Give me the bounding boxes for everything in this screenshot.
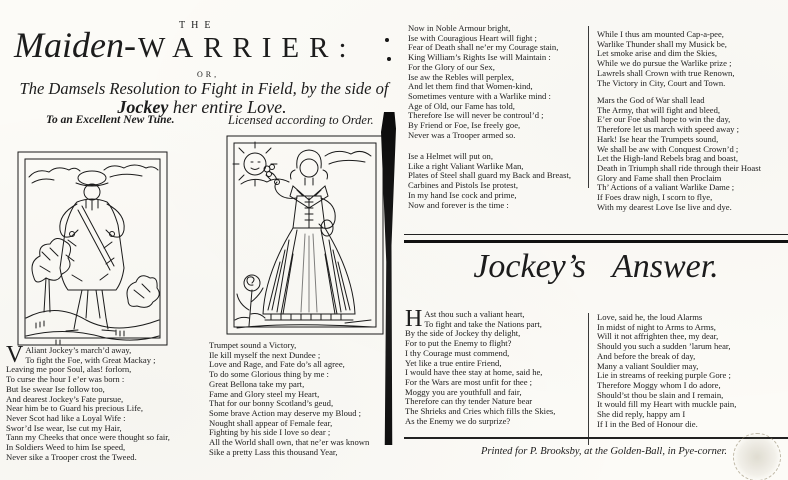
verse-line: We shall be aw with Conquest Crown’d ; (597, 143, 739, 154)
footer-rule (404, 437, 788, 439)
verse-column-answer-1 (405, 306, 586, 426)
verse-line: Therefore Moggy whom I do adore, (597, 379, 721, 390)
verse-line: To curse the hour I e’er was born : (6, 374, 125, 385)
verse-line: And dearest Jockey’s Fate pursue, (6, 393, 124, 404)
verse-line: Ise with Couragious Heart will fight ; (408, 32, 537, 43)
verse-line: Th’ Actions of a valiant Warlike Dame ; (597, 182, 735, 193)
verse-line: Should’st thou be slain and I remain, (597, 389, 724, 400)
verse-column-maiden-3-stanza1 (408, 24, 586, 140)
verse-line: And let them find that Women-kind, (408, 81, 533, 92)
verse-line: Fame and Glory steel my Heart, (209, 388, 320, 399)
verse-line: Many a valiant Souldier may, (597, 360, 699, 371)
verse-line: Fear of Death shall ne’er my Courage stain, (408, 42, 559, 53)
dropcap-h: H (405, 306, 423, 332)
verse-line: To do some Glorious thing by me : (209, 369, 329, 380)
verse-line: Mars the God of War shall lead (597, 95, 705, 105)
answer-heading (404, 248, 788, 286)
verse-column-maiden-2 (209, 341, 399, 457)
subtitle-line1: The Damsels Resolution to Fight in Field, by the side of (19, 79, 389, 98)
verse-line: Ise a Helmet will put on, (408, 151, 493, 161)
verse-line: Therefore let us march with speed away ; (597, 124, 739, 135)
verse-line: In midst of night to Arms to Arms, (597, 321, 716, 332)
woodcut-woman (225, 134, 385, 336)
verse-line: While I thus am mounted Cap-a-pee, (597, 29, 724, 39)
verse-line: Tann my Cheeks that once were thought so fair, (6, 432, 170, 443)
verse-column-answer-2 (597, 313, 785, 429)
verse-line: Swor’d Ise wear, Ise cut my Hair, (6, 422, 122, 433)
subtitle-jockey: Jockey (117, 97, 169, 117)
verse-line: Fighting by his side I love so dear ; (209, 427, 331, 438)
verse-line: The Army, that will fight and bleed, (597, 104, 721, 115)
verse-line: Now and forever is the time : (408, 199, 509, 210)
verse-line: Never was a Trooper armed so. (408, 129, 516, 140)
verse-line: She did reply, happy am I (597, 409, 686, 420)
woodcut-man (16, 150, 169, 347)
verse-column-maiden-3-stanza2 (408, 152, 586, 210)
verse-line: By the side of Jockey thy delight, (405, 328, 521, 339)
ink-speck (387, 57, 391, 61)
verse-line: If Foes draw nigh, I scorn to flye, (597, 192, 713, 203)
verse-line: Let the High-land Rebels brag and boast, (597, 153, 739, 164)
verse-line: Great Bellona take my part, (209, 378, 305, 389)
ballad-title (14, 24, 357, 66)
verse-line: Age of Old, our Fame has told, (408, 100, 515, 111)
verse-line: That for our bonny Scotland’s geud, (209, 398, 334, 409)
verse-line: Now in Noble Armour bright, (408, 23, 511, 33)
verse-column-maiden-1 (6, 342, 206, 462)
verse-line: Death in Triumph shall ride through their Hoast (597, 162, 761, 173)
verse-line: Leaving me poor Soul, alas! forlorn, (6, 364, 132, 375)
title-warrier: WARRIER: (137, 32, 357, 64)
verse-line: For to put the Enemy to flight? (405, 338, 512, 349)
dropcap-v: V (6, 342, 24, 368)
verse-line: To fight the Foe, with Great Mackay ; (25, 354, 156, 365)
verse-line: Some brave Action may deserve my Bloud ; (209, 407, 362, 418)
verse-line: King William’s Rights Ise will Maintain : (408, 52, 551, 63)
verse-line: While we do pursue the Warlike prize ; (597, 58, 732, 69)
verse-line: Should you such a sudden ’larum hear, (597, 341, 731, 352)
verse-line: Ast thou such a valiant heart, (424, 309, 525, 319)
verse-line: Lie in streams of reeking purple Gore ; (597, 370, 731, 381)
license-note: Licensed according to Order. (228, 113, 374, 127)
verse-column-maiden-4-stanza2 (597, 96, 785, 212)
verse-line: I would have thee stay at home, said he, (405, 367, 543, 378)
verse-line: By Friend or Foe, Ise freely goe, (408, 120, 521, 131)
subtitle-rest: her entire Love. (168, 97, 287, 117)
verse-line: Let smoke arise and dim the Skies, (597, 48, 718, 59)
verse-line: Carbines and Pistols Ise protest, (408, 180, 519, 191)
verse-line: E’er our Foe shall hope to win the day, (597, 114, 731, 125)
verse-line: Like a right Valiant Warlike Man, (408, 160, 524, 171)
verse-line: Therefore can thy tender Nature bear (405, 396, 533, 407)
verse-line: In Soldiers Weed to him Ise speed, (6, 442, 126, 453)
verse-line: Love and Rage, and Fate do’s all agree, (209, 359, 345, 370)
verse-line: Plates of Steel shall guard my Back and Breast, (408, 170, 572, 181)
verse-line: In my hand Ise cock and prime, (408, 189, 517, 200)
verse-line: For the Glory of our Sex, (408, 61, 495, 72)
ink-speck (385, 38, 389, 42)
title-maiden: Maiden- (14, 25, 136, 65)
title-or: OR, (197, 70, 220, 79)
verse-line: Moggy you are youthfull and fair, (405, 386, 522, 397)
imprint: Printed for P. Brooksby, at the Golden-Ball, in Pye-corner. (480, 446, 728, 457)
verse-column-maiden-4-stanza1 (597, 30, 785, 88)
verse-line: Ile kill myself the next Dundee ; (209, 349, 321, 360)
verse-line: Warlike Thunder shall my Musick be, (597, 38, 727, 49)
verse-line: Sike a pretty Lass this thousand Year, (209, 446, 338, 457)
library-stamp (733, 433, 781, 480)
column-rule-bottom (588, 313, 589, 445)
title-the: THE (179, 20, 217, 31)
verse-line: Near him be to Guard his precious Life, (6, 403, 143, 414)
verse-line: The Victory in City, Court and Town. (597, 77, 726, 88)
verse-line: Aliant Jockey’s march’d away, (25, 345, 132, 355)
verse-line: Yet like a true entire Friend, (405, 357, 502, 368)
verse-line: I thy Courage must commend, (405, 347, 510, 358)
verse-line: Trumpet sound a Victory, (209, 340, 297, 350)
verse-line: Never Scot had like a Loyal Wife : (6, 412, 126, 423)
verse-line: Will it not affrighten thee, my dear, (597, 331, 719, 342)
verse-line: To fight and take the Nations part, (424, 318, 542, 329)
verse-line: All the World shall own, that ne’er was known (209, 437, 370, 448)
verse-line: With my dearest Love Ise live and dye. (597, 201, 732, 212)
verse-line: Lawrels shall Crown with true Renown, (597, 67, 735, 78)
verse-line: If I in the Bed of Honour die. (597, 418, 698, 429)
verse-line: Never sike a Trooper crost the Tweed. (6, 451, 137, 462)
answer-heading-jockeys: Jockey’s (473, 248, 586, 285)
verse-line: As the Enemy we do surprize? (405, 415, 511, 426)
verse-line: And before the break of day, (597, 350, 696, 361)
verse-line: Therefore Ise will never be controul’d ; (408, 110, 544, 121)
tune-note: To an Excellent New Tune. (46, 114, 175, 126)
verse-line: Sometimes venture with a Warlike mind : (408, 90, 551, 101)
verse-line: Hark! Ise hear the Trumpets sound, (597, 133, 719, 144)
section-divider-rule (404, 234, 788, 243)
verse-line: Ise aw the Rebles will perplex, (408, 71, 514, 82)
verse-line: It would fill my Heart with muckle pain, (597, 399, 737, 410)
verse-line: For the Wars are most unfit for thee ; (405, 376, 533, 387)
verse-line: The Shrieks and Cries which fills the Skies, (405, 406, 556, 417)
answer-heading-answer: Answer. (611, 248, 719, 285)
verse-line: Love, said he, the loud Alarms (597, 312, 703, 322)
column-rule-top (588, 26, 589, 188)
verse-line: Nought shall appear of Female fear, (209, 417, 333, 428)
verse-line: Glory and Fame shall then Proclaim (597, 172, 722, 183)
verse-line: But Ise swear Ise follow too, (6, 383, 105, 394)
